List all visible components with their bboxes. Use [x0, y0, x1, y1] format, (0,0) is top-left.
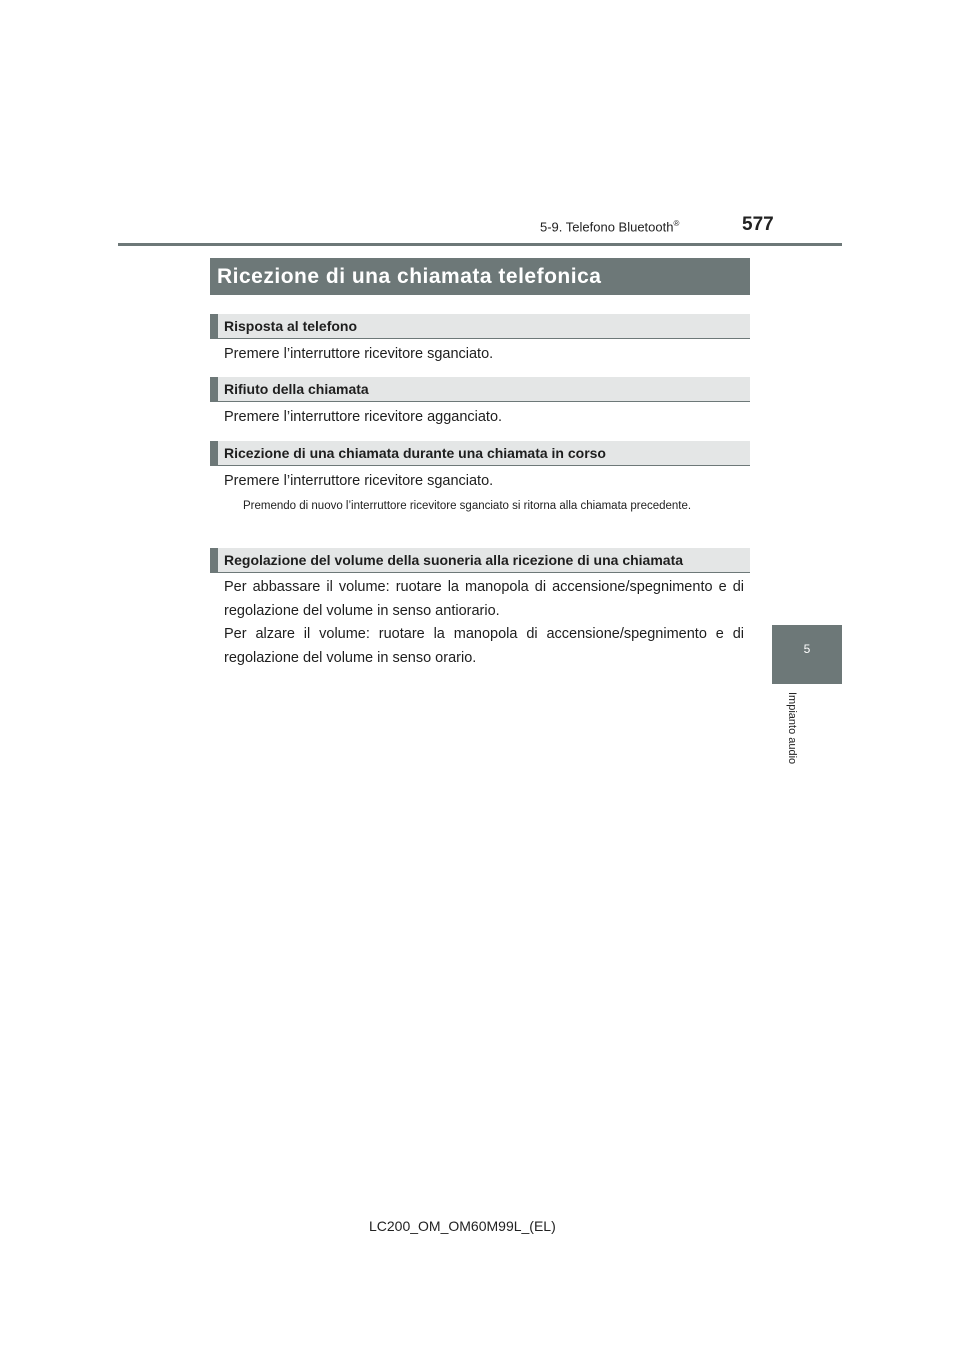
- section-header: [540, 219, 679, 234]
- section-heading-call-waiting: Ricezione di una chiamata durante una chiamata in corso: [210, 441, 750, 466]
- chapter-number: 5: [803, 642, 811, 656]
- section-text-volume-up: Per alzare il volume: ruotare la manopola di accensione/spegnimento e di regolazione del volume in senso orario.: [224, 626, 744, 666]
- section-text-volume-down: Per abbassare il volume: ruotare la manopola di accensione/spegnimento e di regolazione del volume in senso antiorario.: [224, 579, 744, 619]
- section-text-call-waiting: Premere l’interruttore ricevitore sganciato.: [224, 473, 494, 489]
- section-heading-reject: Rifiuto della chiamata: [210, 377, 750, 402]
- registered-mark: ®: [673, 219, 680, 228]
- section-note-call-waiting: Premendo di nuovo l’interruttore ricevitore sganciato si ritorna alla chiamata precedente.: [243, 500, 692, 512]
- section-heading-answer: Risposta al telefono: [210, 314, 750, 339]
- page-title: Ricezione di una chiamata telefonica: [210, 258, 750, 295]
- chapter-tab: [772, 625, 842, 684]
- header-rule: [118, 243, 842, 246]
- section-heading-ring-volume: Regolazione del volume della suoneria alla ricezione di una chiamata: [210, 548, 750, 573]
- section-text-reject: Premere l’interruttore ricevitore agganciato.: [224, 409, 503, 425]
- section-text-answer: Premere l’interruttore ricevitore sganciato.: [224, 346, 494, 362]
- section-header-text: 5-9. Telefono Bluetooth: [540, 219, 674, 235]
- chapter-label: Impianto audio: [786, 692, 798, 765]
- page-number: 577: [742, 214, 774, 235]
- document-code: LC200_OM_OM60M99L_(EL): [369, 1218, 556, 1234]
